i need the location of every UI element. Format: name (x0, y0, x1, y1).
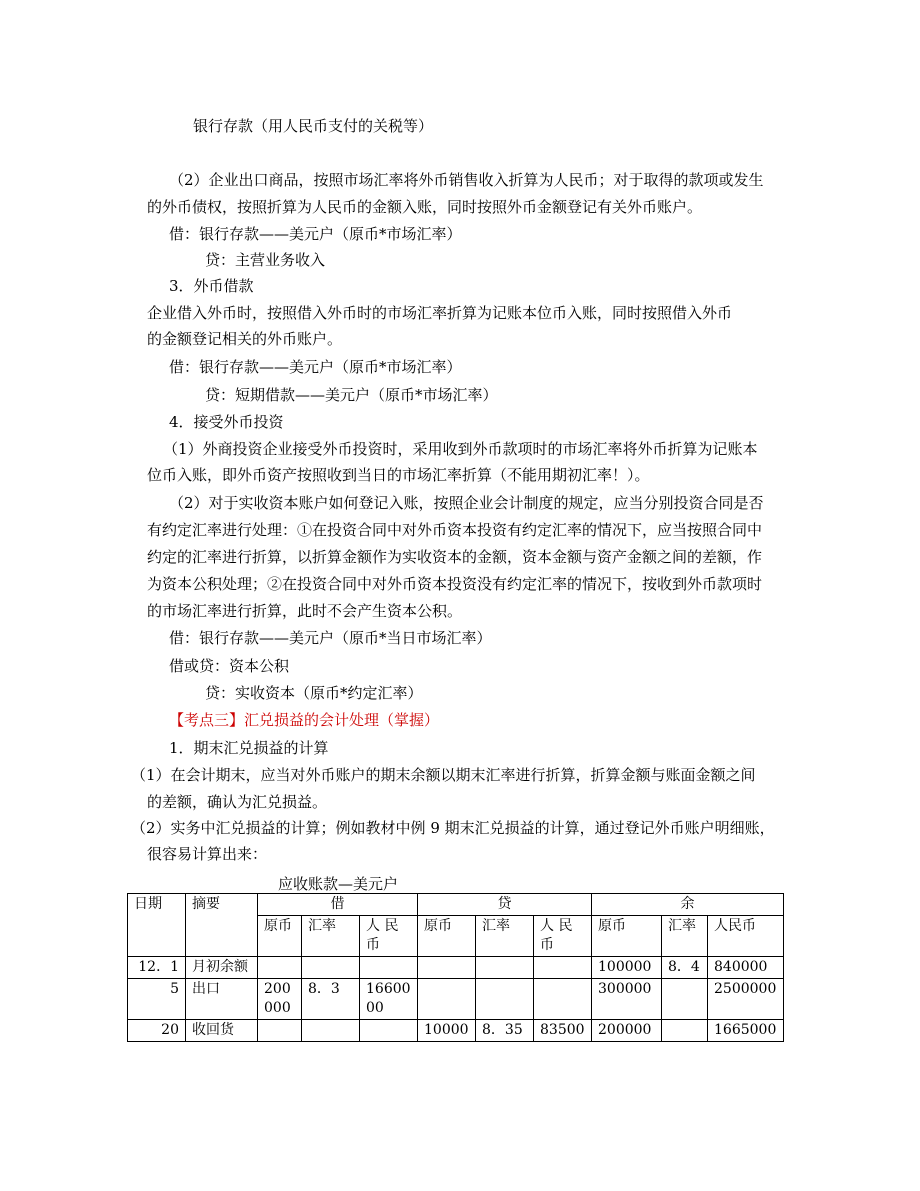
table-cell: 1660000 (360, 979, 418, 1020)
table-row (128, 1020, 784, 1042)
text-line: 1．期末汇兑损益的计算 (169, 739, 329, 757)
table-cell (418, 979, 476, 1020)
text-line: 借：银行存款——美元户（原币*市场汇率） (169, 225, 462, 243)
text-line: 为资本公积处理；②在投资合同中对外币资本投资没有约定汇率的情况下，按收到外币款项时 (147, 575, 763, 593)
text-line: （1）外商投资企业接受外币投资时，采用收到外币款项时的市场汇率将外币折算为记账本 (163, 440, 758, 458)
text-line: 借：银行存款——美元户（原币*当日市场汇率） (169, 629, 492, 647)
text-line: 位币入账，即外币资产按照收到当日的市场汇率折算（不能用期初汇率！）。 (147, 466, 650, 484)
text-line: 的金额登记相关的外币账户。 (147, 330, 343, 348)
text-line: 贷：实收资本（原币*约定汇率） (205, 684, 423, 702)
table-cell: 20 (128, 1020, 186, 1042)
table-cell: 2500000 (708, 979, 784, 1020)
table-cell (302, 957, 360, 979)
table-row (128, 957, 784, 979)
text-line: （2）企业出口商品，按照市场汇率将外币销售收入折算为人民币；对于取得的款项或发生 (169, 171, 764, 189)
text-line: 的差额，确认为汇兑损益。 (147, 793, 328, 811)
ledger-table (127, 893, 784, 1042)
table-cell (662, 979, 708, 1020)
table-cell: 出口 (186, 979, 258, 1020)
text-line: 4．接受外币投资 (169, 413, 284, 431)
table-cell: 200000 (258, 979, 302, 1020)
subheader-cell: 原币 (258, 916, 302, 957)
subheader-cell: 汇率 (302, 916, 360, 957)
table-cell (418, 957, 476, 979)
table-cell: 200000 (592, 1020, 662, 1042)
text-line: 企业借入外币时，按照借入外币时的市场汇率折算为记账本位币入账，同时按照借入外币 (147, 304, 733, 322)
table-cell (476, 979, 534, 1020)
table-cell (534, 979, 592, 1020)
table-cell (302, 1020, 360, 1042)
table-caption: 应收账款—美元户 (278, 875, 399, 893)
subheader-cell: 人民币 (708, 916, 784, 957)
text-line: 借或贷：资本公积 (169, 657, 290, 675)
text-line: 的市场汇率进行折算，此时不会产生资本公积。 (147, 602, 463, 620)
table-cell: 300000 (592, 979, 662, 1020)
subheader-cell: 汇率 (476, 916, 534, 957)
subheader-cell: 人 民 币 (360, 916, 418, 957)
table-cell: 8．35 (476, 1020, 534, 1042)
table-cell (662, 1020, 708, 1042)
text-line: 很容易计算出来： (147, 845, 268, 863)
table-cell (360, 1020, 418, 1042)
text-line: 贷：主营业务收入 (205, 251, 326, 269)
text-line: 银行存款（用人民币支付的关税等） (193, 117, 434, 135)
text-line: 的外币债权，按照折算为人民币的金额入账，同时按照外币金额登记有关外币账户。 (147, 198, 703, 216)
header-credit: 贷 (418, 894, 592, 916)
text-line: 有约定汇率进行处理：①在投资合同中对外币资本投资有约定汇率的情况下，应当按照合同中 (147, 521, 763, 539)
header-summary: 摘要 (186, 894, 258, 957)
table-cell: 840000 (708, 957, 784, 979)
table-cell (476, 957, 534, 979)
table-cell (534, 957, 592, 979)
subheader-cell: 汇率 (662, 916, 708, 957)
table-cell: 月初余额 (186, 957, 258, 979)
subheader-cell: 原币 (418, 916, 476, 957)
table-cell: 83500 (534, 1020, 592, 1042)
table-cell (258, 1020, 302, 1042)
table-cell: 1665000 (708, 1020, 784, 1042)
table-cell: 5 (128, 979, 186, 1020)
table-cell: 8．4 (662, 957, 708, 979)
table-cell (258, 957, 302, 979)
header-debit: 借 (258, 894, 418, 916)
table-cell: 100000 (592, 957, 662, 979)
table-cell: 12．1 (128, 957, 186, 979)
text-line: 3．外币借款 (169, 277, 254, 295)
text-line: （1）在会计期末，应当对外币账户的期末余额以期末汇率进行折算，折算金额与账面金额之间 (131, 766, 756, 784)
header-date: 日期 (128, 894, 186, 957)
text-line: （2）对于实收资本账户如何登记入账，按照企业会计制度的规定，应当分别投资合同是否 (169, 494, 764, 512)
text-line: 贷：短期借款——美元户（原币*市场汇率） (205, 386, 498, 404)
table-cell: 10000 (418, 1020, 476, 1042)
header-balance: 余 (592, 894, 784, 916)
table-cell: 收回货 (186, 1020, 258, 1042)
text-line: 借：银行存款——美元户（原币*市场汇率） (169, 358, 462, 376)
section-heading: 【考点三】汇兑损益的会计处理（掌握） (169, 711, 440, 729)
table-cell (360, 957, 418, 979)
subheader-cell: 原币 (592, 916, 662, 957)
table-row (128, 979, 784, 1020)
text-line: 约定的汇率进行折算，以折算金额作为实收资本的金额，资本金额与资产金额之间的差额，作 (147, 548, 763, 566)
text-line: （2）实务中汇兑损益的计算；例如教材中例 9 期末汇兑损益的计算，通过登记外币账户明细账， (131, 819, 775, 837)
subheader-cell: 人 民 币 (534, 916, 592, 957)
table-cell: 8．3 (302, 979, 360, 1020)
